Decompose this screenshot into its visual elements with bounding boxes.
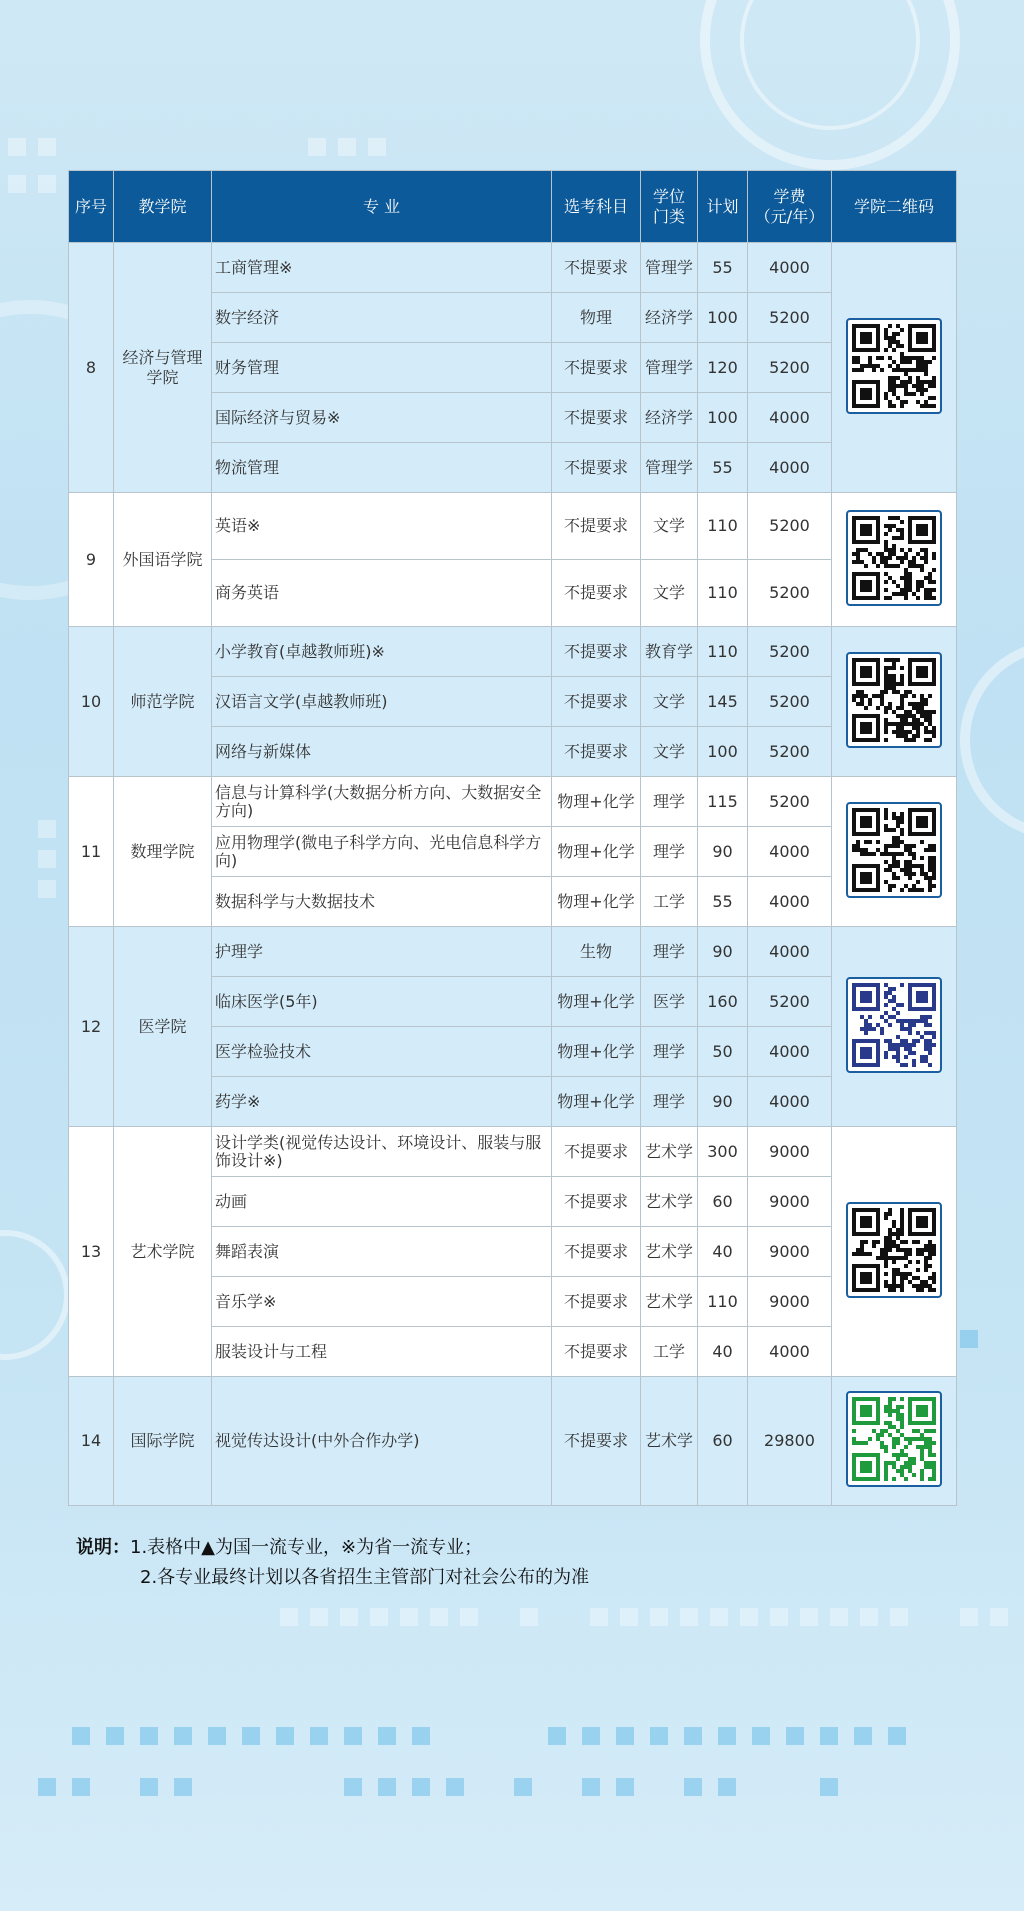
cell-seq: 13 [69, 1127, 114, 1377]
cell-degree: 文学 [641, 677, 698, 727]
cell-degree: 文学 [641, 493, 698, 560]
cell-subject: 物理+化学 [552, 1077, 641, 1127]
admission-table [68, 170, 957, 1506]
cell-major: 舞蹈表演 [212, 1227, 552, 1277]
qr-code-icon[interactable] [846, 802, 942, 898]
cell-major: 网络与新媒体 [212, 727, 552, 777]
college-name-line-1: 国际学院 [130, 1431, 195, 1450]
cell-fee: 5200 [748, 727, 832, 777]
cell-major: 汉语言文学(卓越教师班) [212, 677, 552, 727]
table-row [69, 1377, 957, 1506]
cell-plan: 40 [698, 1227, 748, 1277]
cell-major: 数字经济 [212, 293, 552, 343]
cell-major: 商务英语 [212, 560, 552, 627]
cell-major: 信息与计算科学(大数据分析方向、大数据安全方向) [212, 777, 552, 827]
cell-degree: 管理学 [641, 343, 698, 393]
cell-fee: 4000 [748, 877, 832, 927]
header-fee: 学费 （元/年） [748, 171, 832, 243]
cell-subject: 不提要求 [552, 627, 641, 677]
cell-seq: 14 [69, 1377, 114, 1506]
cell-major: 财务管理 [212, 343, 552, 393]
cell-fee: 9000 [748, 1177, 832, 1227]
cell-subject: 不提要求 [552, 1127, 641, 1177]
cell-major: 药学※ [212, 1077, 552, 1127]
cell-major: 服装设计与工程 [212, 1327, 552, 1377]
cell-degree: 理学 [641, 1077, 698, 1127]
cell-fee: 4000 [748, 1327, 832, 1377]
cell-fee: 4000 [748, 1027, 832, 1077]
cell-degree: 文学 [641, 560, 698, 627]
header-qr: 学院二维码 [832, 171, 957, 243]
cell-subject: 不提要求 [552, 1177, 641, 1227]
cell-subject: 不提要求 [552, 1227, 641, 1277]
qr-code-icon[interactable] [846, 1391, 942, 1487]
cell-fee: 5200 [748, 627, 832, 677]
header-plan: 计划 [698, 171, 748, 243]
cell-fee: 4000 [748, 1077, 832, 1127]
cell-major: 小学教育(卓越教师班)※ [212, 627, 552, 677]
cell-degree: 艺术学 [641, 1227, 698, 1277]
cell-qr [832, 627, 957, 777]
cell-fee: 5200 [748, 493, 832, 560]
cell-qr [832, 777, 957, 927]
qr-code-icon[interactable] [846, 652, 942, 748]
cell-fee: 5200 [748, 560, 832, 627]
college-name-line-1: 经济与管理 [122, 347, 203, 367]
cell-qr [832, 1377, 957, 1506]
cell-subject: 不提要求 [552, 560, 641, 627]
cell-major: 医学检验技术 [212, 1027, 552, 1077]
cell-degree: 工学 [641, 877, 698, 927]
cell-qr [832, 493, 957, 627]
cell-subject: 不提要求 [552, 243, 641, 293]
cell-plan: 100 [698, 727, 748, 777]
table-row [69, 1127, 957, 1177]
cell-fee: 5200 [748, 343, 832, 393]
cell-fee: 5200 [748, 293, 832, 343]
cell-qr [832, 243, 957, 493]
cell-major: 物流管理 [212, 443, 552, 493]
header-seq: 序号 [69, 171, 114, 243]
cell-degree: 艺术学 [641, 1177, 698, 1227]
college-name-line-2: 学院 [146, 367, 179, 387]
table-row [69, 243, 957, 293]
college-name-line-1: 医学院 [138, 1016, 187, 1036]
cell-subject: 物理 [552, 293, 641, 343]
cell-plan: 100 [698, 393, 748, 443]
college-group [69, 243, 957, 493]
table-row [69, 493, 957, 560]
cell-plan: 100 [698, 293, 748, 343]
cell-degree: 经济学 [641, 293, 698, 343]
cell-fee: 9000 [748, 1127, 832, 1177]
cell-degree: 文学 [641, 727, 698, 777]
cell-qr [832, 1127, 957, 1377]
cell-subject: 物理+化学 [552, 1027, 641, 1077]
cell-seq: 12 [69, 927, 114, 1127]
cell-subject: 物理+化学 [552, 877, 641, 927]
cell-seq: 10 [69, 627, 114, 777]
cell-fee: 9000 [748, 1227, 832, 1277]
notes-label: 说明： [76, 1537, 130, 1558]
cell-fee: 4000 [748, 827, 832, 877]
cell-fee: 5200 [748, 677, 832, 727]
cell-degree: 教育学 [641, 627, 698, 677]
cell-seq: 8 [69, 243, 114, 493]
cell-plan: 90 [698, 927, 748, 977]
cell-college [114, 493, 212, 627]
cell-major: 应用物理学(微电子科学方向、光电信息科学方向) [212, 827, 552, 877]
cell-plan: 160 [698, 977, 748, 1027]
table-row [69, 777, 957, 827]
notes-line-2: 2.各专业最终计划以各省招生主管部门对社会公布的为准 [140, 1567, 590, 1588]
cell-fee: 5200 [748, 977, 832, 1027]
cell-major: 工商管理※ [212, 243, 552, 293]
cell-fee: 4000 [748, 393, 832, 443]
cell-qr [832, 927, 957, 1127]
cell-degree: 理学 [641, 827, 698, 877]
cell-subject: 不提要求 [552, 677, 641, 727]
cell-plan: 120 [698, 343, 748, 393]
cell-fee: 9000 [748, 1277, 832, 1327]
college-name-line-1: 师范学院 [130, 691, 195, 711]
qr-code-icon[interactable] [846, 318, 942, 414]
college-name-line-1: 艺术学院 [130, 1241, 195, 1261]
notes [76, 1533, 589, 1593]
admission-table-wrapper [68, 170, 956, 1506]
table-row [69, 627, 957, 677]
cell-subject: 不提要求 [552, 1277, 641, 1327]
table-header-row [69, 171, 957, 243]
cell-plan: 90 [698, 1077, 748, 1127]
cell-subject: 不提要求 [552, 443, 641, 493]
cell-degree: 工学 [641, 1327, 698, 1377]
cell-fee: 4000 [748, 443, 832, 493]
cell-degree: 管理学 [641, 243, 698, 293]
cell-plan: 50 [698, 1027, 748, 1077]
cell-degree: 经济学 [641, 393, 698, 443]
cell-plan: 110 [698, 560, 748, 627]
college-group [69, 1377, 957, 1506]
cell-degree: 艺术学 [641, 1127, 698, 1177]
cell-college [114, 927, 212, 1127]
college-group [69, 627, 957, 777]
cell-subject: 物理+化学 [552, 827, 641, 877]
cell-subject: 物理+化学 [552, 977, 641, 1027]
header-subject: 选考科目 [552, 171, 641, 243]
cell-subject: 不提要求 [552, 727, 641, 777]
cell-major: 设计学类(视觉传达设计、环境设计、服装与服饰设计※) [212, 1127, 552, 1177]
header-degree: 学位 门类 [641, 171, 698, 243]
qr-code-icon[interactable] [846, 510, 942, 606]
qr-code-icon[interactable] [846, 977, 942, 1073]
cell-degree: 理学 [641, 777, 698, 827]
cell-college [114, 1127, 212, 1377]
cell-seq: 11 [69, 777, 114, 927]
college-group [69, 493, 957, 627]
cell-plan: 55 [698, 443, 748, 493]
cell-plan: 110 [698, 627, 748, 677]
cell-plan: 300 [698, 1127, 748, 1177]
cell-major: 视觉传达设计(中外合作办学) [212, 1377, 552, 1506]
cell-plan: 55 [698, 243, 748, 293]
cell-degree: 管理学 [641, 443, 698, 493]
cell-fee: 5200 [748, 777, 832, 827]
cell-fee: 29800 [748, 1377, 832, 1506]
header-college: 教学院 [114, 171, 212, 243]
cell-degree: 理学 [641, 927, 698, 977]
cell-major: 数据科学与大数据技术 [212, 877, 552, 927]
notes-line-1: 说明：1.表格中▲为国一流专业，※为省一流专业； [76, 1537, 483, 1558]
college-name-line-1: 外国语学院 [122, 549, 203, 569]
cell-degree: 理学 [641, 1027, 698, 1077]
cell-college [114, 627, 212, 777]
cell-major: 国际经济与贸易※ [212, 393, 552, 443]
cell-major: 护理学 [212, 927, 552, 977]
cell-plan: 110 [698, 1277, 748, 1327]
college-name-line-1: 数理学院 [130, 841, 195, 861]
cell-plan: 55 [698, 877, 748, 927]
cell-plan: 60 [698, 1377, 748, 1506]
cell-subject: 不提要求 [552, 493, 641, 560]
cell-degree: 艺术学 [641, 1377, 698, 1506]
cell-subject: 不提要求 [552, 1327, 641, 1377]
header-major: 专 业 [212, 171, 552, 243]
cell-subject: 物理+化学 [552, 777, 641, 827]
cell-subject: 不提要求 [552, 343, 641, 393]
cell-plan: 40 [698, 1327, 748, 1377]
cell-plan: 60 [698, 1177, 748, 1227]
qr-code-icon[interactable] [846, 1202, 942, 1298]
cell-subject: 不提要求 [552, 393, 641, 443]
college-group [69, 927, 957, 1127]
cell-plan: 115 [698, 777, 748, 827]
table-row [69, 927, 957, 977]
cell-major: 音乐学※ [212, 1277, 552, 1327]
cell-plan: 110 [698, 493, 748, 560]
cell-major: 动画 [212, 1177, 552, 1227]
cell-degree: 艺术学 [641, 1277, 698, 1327]
cell-major: 英语※ [212, 493, 552, 560]
cell-college [114, 777, 212, 927]
cell-major: 临床医学(5年) [212, 977, 552, 1027]
college-group [69, 777, 957, 927]
cell-fee: 4000 [748, 243, 832, 293]
college-group [69, 1127, 957, 1377]
cell-fee: 4000 [748, 927, 832, 977]
cell-plan: 145 [698, 677, 748, 727]
cell-college [114, 1377, 212, 1506]
cell-degree: 医学 [641, 977, 698, 1027]
cell-seq: 9 [69, 493, 114, 627]
cell-college [114, 243, 212, 493]
cell-subject: 生物 [552, 927, 641, 977]
cell-subject: 不提要求 [552, 1377, 641, 1506]
cell-plan: 90 [698, 827, 748, 877]
